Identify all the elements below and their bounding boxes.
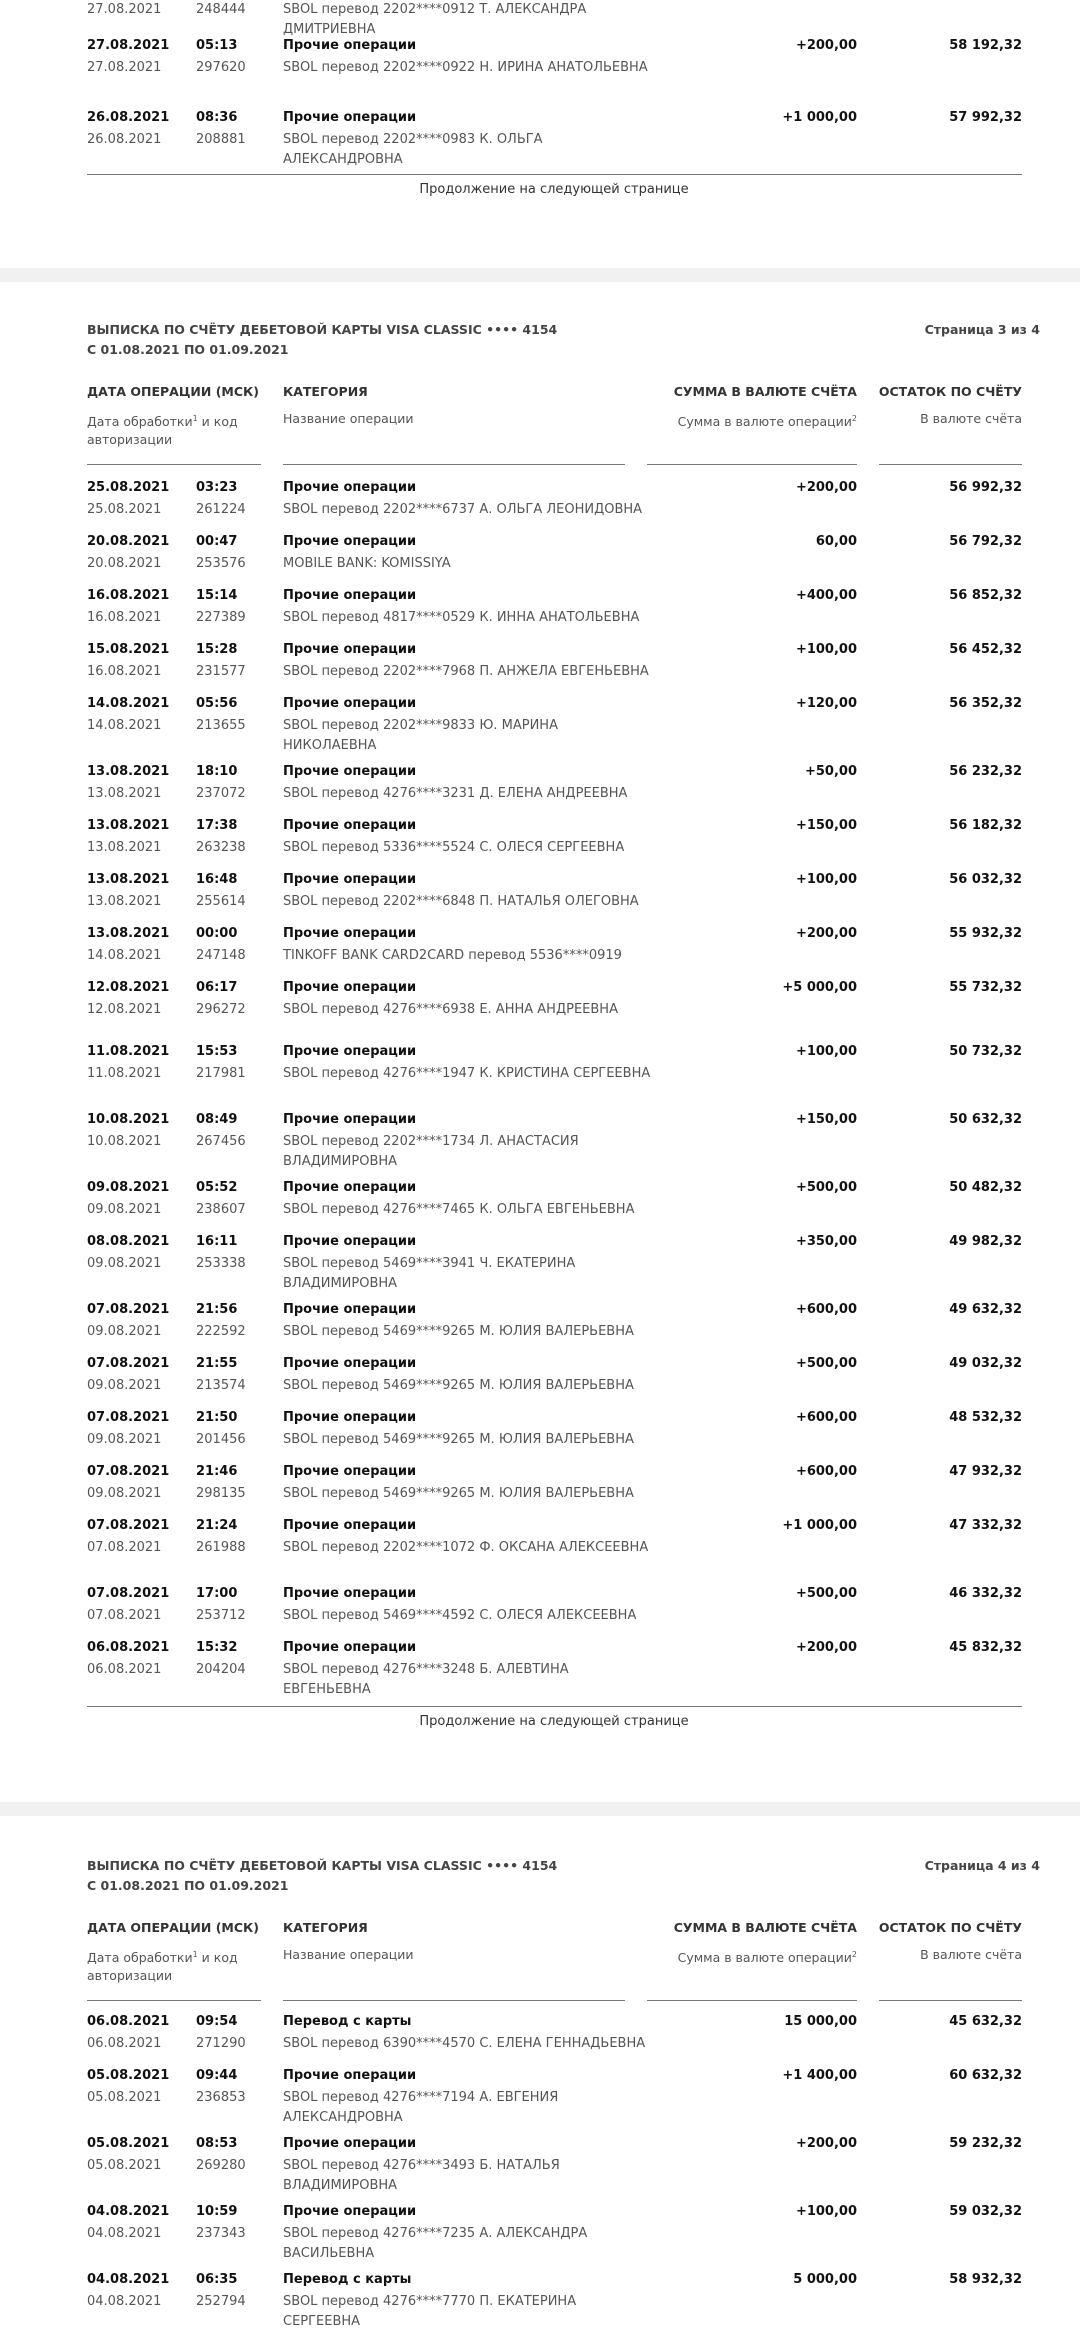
processing-date: 05.08.2021	[87, 2158, 162, 2173]
balance-value: 56 852,32	[949, 588, 1022, 603]
amount-value: +200,00	[795, 480, 857, 495]
operation-date: 08.08.2021	[87, 1234, 170, 1249]
operation-time: 21:46	[196, 1464, 238, 1479]
operation-date: 04.08.2021	[87, 2204, 170, 2219]
transaction-row	[0, 816, 1080, 876]
operation-category: Прочие операции	[283, 480, 417, 495]
operation-date: 20.08.2021	[87, 534, 170, 549]
balance-value: 56 232,32	[949, 764, 1022, 779]
transaction-row	[0, 1516, 1080, 1576]
amount-value: 5 000,00	[793, 2272, 857, 2287]
balance-value: 50 482,32	[949, 1180, 1022, 1195]
transaction-row	[0, 1462, 1080, 1522]
processing-date: 07.08.2021	[87, 1608, 162, 1623]
operation-description: SBOL перевод 2202****6737 А. ОЛЬГА ЛЕОНИДОВНА	[283, 502, 643, 517]
auth-code: 253712	[196, 1608, 246, 1623]
operation-description: SBOL перевод 4276****7465 К. ОЛЬГА ЕВГЕНЬЕВНА	[283, 1202, 635, 1217]
operation-date: 06.08.2021	[87, 2014, 170, 2029]
column-subheader-amount: Сумма в валюте операции$^2$	[677, 414, 857, 430]
amount-value: 15 000,00	[784, 2014, 857, 2029]
amount-value: +100,00	[795, 1044, 857, 1059]
operation-date: 14.08.2021	[87, 696, 170, 711]
amount-value: +120,00	[795, 696, 857, 711]
processing-date: 26.08.2021	[87, 132, 162, 147]
auth-code: 298135	[196, 1486, 246, 1501]
balance-value: 55 732,32	[949, 980, 1022, 995]
operation-category: Прочие операции	[283, 764, 417, 779]
auth-code: 222592	[196, 1324, 246, 1339]
operation-description: SBOL перевод 4276****7235 А. АЛЕКСАНДРА ВАСИЛЬЕВНА	[283, 2226, 588, 2261]
amount-value: +1 400,00	[782, 2068, 857, 2083]
amount-value: +100,00	[795, 872, 857, 887]
balance-value: 55 932,32	[949, 926, 1022, 941]
processing-date: 13.08.2021	[87, 840, 162, 855]
balance-value: 59 232,32	[949, 2136, 1022, 2151]
operation-description: SBOL перевод 2202****6848 П. НАТАЛЬЯ ОЛЕГОВНА	[283, 894, 639, 909]
operation-description: TINKOFF BANK CARD2CARD перевод 5536****0919	[283, 948, 622, 963]
transaction-row	[0, 694, 1080, 754]
statement-page-4	[0, 1816, 1080, 2340]
processing-date: 16.08.2021	[87, 664, 162, 679]
operation-description: SBOL перевод 2202****0983 К. ОЛЬГА АЛЕКСАНДРОВНА	[283, 132, 543, 167]
processing-date: 09.08.2021	[87, 1324, 162, 1339]
balance-value: 50 732,32	[949, 1044, 1022, 1059]
transaction-row	[0, 36, 1080, 96]
operation-category: Прочие операции	[283, 1640, 417, 1655]
column-subheader-balance: В валюте счёта	[920, 411, 1022, 426]
operation-description: SBOL перевод 2202****7968 П. АНЖЕЛА ЕВГЕНЬЕВНА	[283, 664, 649, 679]
operation-category: Прочие операции	[283, 818, 417, 833]
amount-value: +150,00	[795, 818, 857, 833]
processing-date: 09.08.2021	[87, 1256, 162, 1271]
page-number: Страница 4 из 4	[924, 1858, 1040, 1873]
operation-description: SBOL перевод 5469****9265 М. ЮЛИЯ ВАЛЕРЬЕВНА	[283, 1432, 634, 1447]
processing-date: 04.08.2021	[87, 2226, 162, 2241]
header-divider-date	[87, 464, 261, 465]
operation-description: SBOL перевод 2202****1734 Л. АНАСТАСИЯ ВЛАДИМИРОВНА	[283, 1134, 579, 1169]
statement-page-3	[0, 282, 1080, 1802]
balance-value: 56 452,32	[949, 642, 1022, 657]
operation-description: SBOL перевод 4276****3248 Б. АЛЕВТИНА ЕВГЕНЬЕВНА	[283, 1662, 569, 1697]
processing-date: 09.08.2021	[87, 1378, 162, 1393]
processing-date: 06.08.2021	[87, 2036, 162, 2051]
operation-time: 21:56	[196, 1302, 238, 1317]
amount-value: +200,00	[795, 38, 857, 53]
balance-value: 56 992,32	[949, 480, 1022, 495]
operation-category: Прочие операции	[283, 110, 417, 125]
column-subheader-balance: В валюте счёта	[920, 1947, 1022, 1962]
header-divider-amount	[647, 2000, 857, 2001]
balance-value: 46 332,32	[949, 1586, 1022, 1601]
amount-value: +600,00	[795, 1302, 857, 1317]
column-subheader-amount: Сумма в валюте операции$^2$	[677, 1950, 857, 1966]
operation-category: Прочие операции	[283, 926, 417, 941]
transaction-row	[0, 586, 1080, 646]
auth-code: 252794	[196, 2294, 246, 2309]
operation-time: 08:53	[196, 2136, 238, 2151]
operation-time: 15:14	[196, 588, 238, 603]
statement-title: ВЫПИСКА ПО СЧЁТУ ДЕБЕТОВОЙ КАРТЫ VISA CLASSIC •••• 4154 С 01.08.2021 ПО 01.09.2021	[87, 322, 558, 357]
operation-date: 07.08.2021	[87, 1302, 170, 1317]
amount-value: +500,00	[795, 1356, 857, 1371]
operation-description: SBOL перевод 5469****4592 С. ОЛЕСЯ АЛЕКСЕЕВНА	[283, 1608, 637, 1623]
transaction-row	[0, 1178, 1080, 1238]
operation-time: 00:47	[196, 534, 238, 549]
balance-value: 60 632,32	[949, 2068, 1022, 2083]
amount-value: +200,00	[795, 2136, 857, 2151]
amount-value: +1 000,00	[782, 1518, 857, 1533]
processing-date: 14.08.2021	[87, 718, 162, 733]
operation-time: 06:17	[196, 980, 238, 995]
operation-time: 05:13	[196, 38, 238, 53]
operation-category: Прочие операции	[283, 1410, 417, 1425]
processing-date: 04.08.2021	[87, 2294, 162, 2309]
transaction-row	[0, 108, 1080, 168]
balance-value: 49 032,32	[949, 1356, 1022, 1371]
balance-value: 49 632,32	[949, 1302, 1022, 1317]
operation-description: SBOL перевод 2202****0912 Т. АЛЕКСАНДРА ДМИТРИЕВНА	[283, 2, 587, 37]
operation-time: 15:28	[196, 642, 238, 657]
processing-date: 07.08.2021	[87, 1540, 162, 1555]
balance-value: 56 182,32	[949, 818, 1022, 833]
processing-date: 09.08.2021	[87, 1432, 162, 1447]
auth-code: 208881	[196, 132, 246, 147]
balance-value: 50 632,32	[949, 1112, 1022, 1127]
transaction-row	[0, 2270, 1080, 2330]
balance-value: 56 032,32	[949, 872, 1022, 887]
header-divider-category	[283, 464, 625, 465]
amount-value: +100,00	[795, 2204, 857, 2219]
column-header-amount: СУММА В ВАЛЮТЕ СЧЁТА	[673, 1920, 857, 1935]
transaction-row	[0, 1408, 1080, 1468]
transaction-row	[0, 1584, 1080, 1644]
operation-date: 04.08.2021	[87, 2272, 170, 2287]
auth-code: 231577	[196, 664, 246, 679]
column-subheader-date: Дата обработки$^1$ и код авторизации	[87, 1950, 238, 1984]
operation-date: 12.08.2021	[87, 980, 170, 995]
header-divider-category	[283, 2000, 625, 2001]
amount-value: 60,00	[815, 534, 857, 549]
operation-category: Прочие операции	[283, 534, 417, 549]
operation-category: Прочие операции	[283, 1234, 417, 1249]
continuation-note: Продолжение на следующей странице	[419, 1714, 689, 1729]
auth-code: 204204	[196, 1662, 246, 1677]
operation-category: Прочие операции	[283, 2136, 417, 2151]
processing-date: 09.08.2021	[87, 1202, 162, 1217]
operation-time: 16:11	[196, 1234, 238, 1249]
operation-date: 07.08.2021	[87, 1518, 170, 1533]
transaction-row	[0, 924, 1080, 984]
operation-category: Прочие операции	[283, 696, 417, 711]
transaction-row	[0, 1232, 1080, 1292]
balance-value: 45 832,32	[949, 1640, 1022, 1655]
page-separator	[0, 1802, 1080, 1816]
column-header-date: ДАТА ОПЕРАЦИИ (МСК)	[87, 1920, 259, 1935]
auth-code: 253576	[196, 556, 246, 571]
balance-value: 56 352,32	[949, 696, 1022, 711]
page-number: Страница 3 из 4	[924, 322, 1040, 337]
table-bottom-divider	[87, 1706, 1022, 1707]
operation-time: 18:10	[196, 764, 238, 779]
header-divider-amount	[647, 464, 857, 465]
operation-date: 16.08.2021	[87, 588, 170, 603]
operation-description: SBOL перевод 5469****3941 Ч. ЕКАТЕРИНА ВЛАДИМИРОВНА	[283, 1256, 576, 1291]
processing-date: 10.08.2021	[87, 1134, 162, 1149]
amount-value: +400,00	[795, 588, 857, 603]
processing-date: 12.08.2021	[87, 1002, 162, 1017]
processing-date: 20.08.2021	[87, 556, 162, 571]
operation-description: SBOL перевод 4817****0529 К. ИННА АНАТОЛЬЕВНА	[283, 610, 640, 625]
operation-description: SBOL перевод 4276****1947 К. КРИСТИНА СЕРГЕЕВНА	[283, 1066, 651, 1081]
transaction-row	[0, 870, 1080, 930]
operation-date: 07.08.2021	[87, 1464, 170, 1479]
operation-description: SBOL перевод 4276****3231 Д. ЕЛЕНА АНДРЕЕВНА	[283, 786, 628, 801]
transaction-row	[0, 2066, 1080, 2126]
operation-category: Прочие операции	[283, 2068, 417, 2083]
operation-description: SBOL перевод 5469****9265 М. ЮЛИЯ ВАЛЕРЬЕВНА	[283, 1378, 634, 1393]
operation-category: Прочие операции	[283, 1464, 417, 1479]
operation-date: 07.08.2021	[87, 1586, 170, 1601]
operation-description: SBOL перевод 4276****6938 Е. АННА АНДРЕЕВНА	[283, 1002, 618, 1017]
auth-code: 269280	[196, 2158, 246, 2173]
operation-time: 09:44	[196, 2068, 238, 2083]
column-header-balance: ОСТАТОК ПО СЧЁТУ	[878, 1920, 1022, 1935]
amount-value: +500,00	[795, 1180, 857, 1195]
column-subheader-category: Название операции	[283, 411, 414, 426]
operation-category: Прочие операции	[283, 642, 417, 657]
column-subheader-date: Дата обработки$^1$ и код авторизации	[87, 414, 238, 448]
operation-description: SBOL перевод 4276****3493 Б. НАТАЛЬЯ ВЛАДИМИРОВНА	[283, 2158, 560, 2193]
operation-category: Прочие операции	[283, 980, 417, 995]
operation-category: Перевод с карты	[283, 2014, 412, 2029]
operation-time: 09:54	[196, 2014, 238, 2029]
operation-time: 03:23	[196, 480, 238, 495]
operation-date: 05.08.2021	[87, 2136, 170, 2151]
operation-date: 09.08.2021	[87, 1180, 170, 1195]
operation-time: 21:24	[196, 1518, 238, 1533]
processing-date: 11.08.2021	[87, 1066, 162, 1081]
auth-code: 247148	[196, 948, 246, 963]
transaction-row	[0, 478, 1080, 538]
operation-time: 05:56	[196, 696, 238, 711]
operation-description: MOBILE BANK: KOMISSIYA	[283, 556, 451, 571]
auth-code: 238607	[196, 1202, 246, 1217]
processing-date: 13.08.2021	[87, 786, 162, 801]
transaction-row	[0, 2134, 1080, 2194]
amount-value: +1 000,00	[782, 110, 857, 125]
transaction-row	[0, 1042, 1080, 1102]
operation-category: Прочие операции	[283, 1518, 417, 1533]
auth-code: 217981	[196, 1066, 246, 1081]
balance-value: 45 632,32	[949, 2014, 1022, 2029]
auth-code: 201456	[196, 1432, 246, 1447]
auth-code: 237072	[196, 786, 246, 801]
balance-value: 49 982,32	[949, 1234, 1022, 1249]
processing-date: 27.08.2021	[87, 2, 162, 17]
operation-time: 21:55	[196, 1356, 238, 1371]
operation-category: Прочие операции	[283, 1180, 417, 1195]
processing-date: 14.08.2021	[87, 948, 162, 963]
transaction-row	[0, 2012, 1080, 2072]
column-header-amount: СУММА В ВАЛЮТЕ СЧЁТА	[673, 384, 857, 399]
transaction-row	[0, 762, 1080, 822]
transaction-row	[0, 640, 1080, 700]
column-subheader-category: Название операции	[283, 1947, 414, 1962]
auth-code: 255614	[196, 894, 246, 909]
auth-code: 237343	[196, 2226, 246, 2241]
operation-description: SBOL перевод 5469****9265 М. ЮЛИЯ ВАЛЕРЬЕВНА	[283, 1486, 634, 1501]
operation-date: 06.08.2021	[87, 1640, 170, 1655]
processing-date: 25.08.2021	[87, 502, 162, 517]
amount-value: +500,00	[795, 1586, 857, 1601]
operation-time: 06:35	[196, 2272, 238, 2287]
continuation-note: Продолжение на следующей странице	[419, 182, 689, 197]
amount-value: +200,00	[795, 926, 857, 941]
processing-date: 09.08.2021	[87, 1486, 162, 1501]
operation-date: 07.08.2021	[87, 1356, 170, 1371]
operation-description: SBOL перевод 5469****9265 М. ЮЛИЯ ВАЛЕРЬЕВНА	[283, 1324, 634, 1339]
operation-category: Прочие операции	[283, 2204, 417, 2219]
operation-date: 13.08.2021	[87, 926, 170, 941]
statement-title: ВЫПИСКА ПО СЧЁТУ ДЕБЕТОВОЙ КАРТЫ VISA CLASSIC •••• 4154 С 01.08.2021 ПО 01.09.2021	[87, 1858, 558, 1893]
transaction-row	[0, 978, 1080, 1038]
processing-date: 05.08.2021	[87, 2090, 162, 2105]
operation-time: 05:52	[196, 1180, 238, 1195]
processing-date: 27.08.2021	[87, 60, 162, 75]
balance-value: 58 192,32	[949, 38, 1022, 53]
operation-description: SBOL перевод 4276****7770 П. ЕКАТЕРИНА СЕРГЕЕВНА	[283, 2294, 577, 2329]
operation-description: SBOL перевод 6390****4570 С. ЕЛЕНА ГЕННАДЬЕВНА	[283, 2036, 646, 2051]
transaction-row-partial	[0, 0, 1080, 38]
auth-code: 248444	[196, 2, 246, 17]
column-header-balance: ОСТАТОК ПО СЧЁТУ	[878, 384, 1022, 399]
operation-time: 17:38	[196, 818, 238, 833]
operation-date: 13.08.2021	[87, 764, 170, 779]
operation-category: Прочие операции	[283, 588, 417, 603]
operation-time: 00:00	[196, 926, 238, 941]
auth-code: 227389	[196, 610, 246, 625]
processing-date: 13.08.2021	[87, 894, 162, 909]
auth-code: 263238	[196, 840, 246, 855]
operation-time: 16:48	[196, 872, 238, 887]
processing-date: 06.08.2021	[87, 1662, 162, 1677]
operation-time: 10:59	[196, 2204, 238, 2219]
column-header-category: КАТЕГОРИЯ	[283, 384, 368, 399]
operation-date: 25.08.2021	[87, 480, 170, 495]
operation-description: SBOL перевод 2202****1072 Ф. ОКСАНА АЛЕКСЕЕВНА	[283, 1540, 649, 1555]
header-divider-balance	[879, 464, 1022, 465]
header-divider-date	[87, 2000, 261, 2001]
operation-time: 08:49	[196, 1112, 238, 1127]
operation-time: 21:50	[196, 1410, 238, 1425]
operation-description: SBOL перевод 2202****9833 Ю. МАРИНА НИКОЛАЕВНА	[283, 718, 558, 753]
header-divider-balance	[879, 2000, 1022, 2001]
auth-code: 213574	[196, 1378, 246, 1393]
amount-value: +600,00	[795, 1464, 857, 1479]
auth-code: 261988	[196, 1540, 246, 1555]
operation-time: 15:53	[196, 1044, 238, 1059]
transaction-row	[0, 1300, 1080, 1360]
amount-value: +150,00	[795, 1112, 857, 1127]
operation-date: 10.08.2021	[87, 1112, 170, 1127]
amount-value: +50,00	[804, 764, 857, 779]
balance-value: 47 932,32	[949, 1464, 1022, 1479]
operation-category: Прочие операции	[283, 38, 417, 53]
transaction-row	[0, 1354, 1080, 1414]
operation-date: 07.08.2021	[87, 1410, 170, 1425]
operation-date: 13.08.2021	[87, 818, 170, 833]
balance-value: 48 532,32	[949, 1410, 1022, 1425]
processing-date: 16.08.2021	[87, 610, 162, 625]
operation-category: Прочие операции	[283, 1586, 417, 1601]
operation-date: 11.08.2021	[87, 1044, 170, 1059]
transaction-row	[0, 532, 1080, 592]
transaction-row	[0, 1638, 1080, 1698]
operation-description: SBOL перевод 2202****0922 Н. ИРИНА АНАТОЛЬЕВНА	[283, 60, 648, 75]
operation-date: 27.08.2021	[87, 38, 170, 53]
operation-category: Перевод с карты	[283, 2272, 412, 2287]
column-header-date: ДАТА ОПЕРАЦИИ (МСК)	[87, 384, 259, 399]
balance-value: 58 932,32	[949, 2272, 1022, 2287]
auth-code: 271290	[196, 2036, 246, 2051]
operation-category: Прочие операции	[283, 1112, 417, 1127]
auth-code: 267456	[196, 1134, 246, 1149]
operation-category: Прочие операции	[283, 872, 417, 887]
amount-value: +600,00	[795, 1410, 857, 1425]
operation-time: 15:32	[196, 1640, 238, 1655]
operation-time: 17:00	[196, 1586, 238, 1601]
amount-value: +350,00	[795, 1234, 857, 1249]
auth-code: 297620	[196, 60, 246, 75]
operation-time: 08:36	[196, 110, 238, 125]
transaction-row	[0, 2202, 1080, 2262]
auth-code: 213655	[196, 718, 246, 733]
column-header-category: КАТЕГОРИЯ	[283, 1920, 368, 1935]
operation-category: Прочие операции	[283, 1044, 417, 1059]
operation-description: SBOL перевод 4276****7194 А. ЕВГЕНИЯ АЛЕКСАНДРОВНА	[283, 2090, 559, 2125]
amount-value: +5 000,00	[782, 980, 857, 995]
auth-code: 236853	[196, 2090, 246, 2105]
balance-value: 59 032,32	[949, 2204, 1022, 2219]
operation-date: 05.08.2021	[87, 2068, 170, 2083]
operation-category: Прочие операции	[283, 1302, 417, 1317]
amount-value: +200,00	[795, 1640, 857, 1655]
amount-value: +100,00	[795, 642, 857, 657]
operation-category: Прочие операции	[283, 1356, 417, 1371]
auth-code: 296272	[196, 1002, 246, 1017]
operation-description: SBOL перевод 5336****5524 С. ОЛЕСЯ СЕРГЕЕВНА	[283, 840, 625, 855]
table-bottom-divider	[87, 174, 1022, 175]
operation-date: 13.08.2021	[87, 872, 170, 887]
transaction-row	[0, 1110, 1080, 1170]
statement-page-2-tail	[0, 0, 1080, 268]
auth-code: 261224	[196, 502, 246, 517]
balance-value: 57 992,32	[949, 110, 1022, 125]
auth-code: 253338	[196, 1256, 246, 1271]
balance-value: 56 792,32	[949, 534, 1022, 549]
operation-date: 15.08.2021	[87, 642, 170, 657]
page-separator	[0, 268, 1080, 282]
operation-date: 26.08.2021	[87, 110, 170, 125]
balance-value: 47 332,32	[949, 1518, 1022, 1533]
